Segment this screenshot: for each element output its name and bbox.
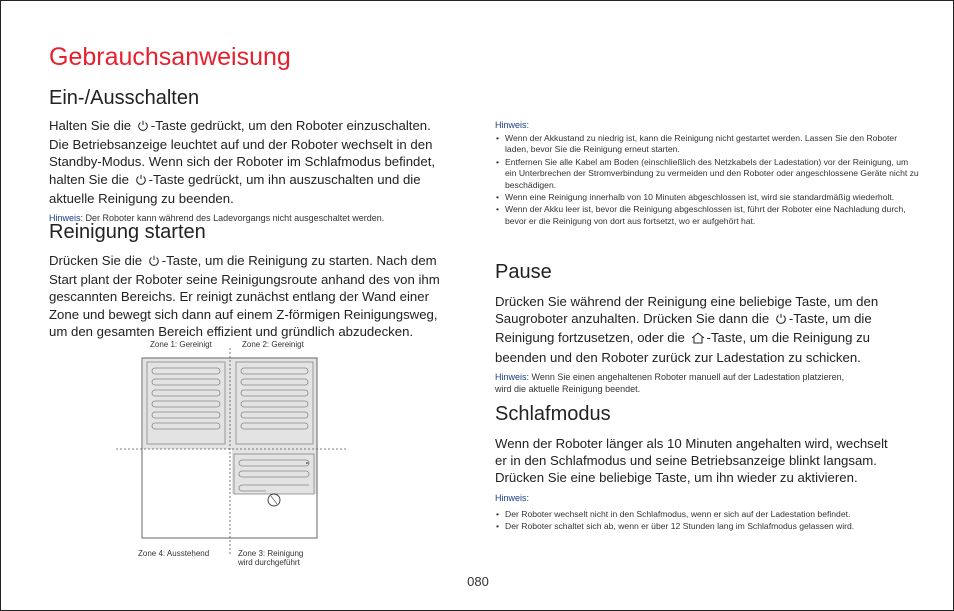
power-icon — [775, 312, 787, 329]
text: beenden und den Roboter zurück zur Ladestation zu schicken. — [495, 349, 861, 365]
zone3-label-line2: wird durchgeführt — [238, 558, 300, 567]
list-item: • Wenn der Akku leer ist, bevor die Reinigung abgeschlossen ist, führt der Roboter eine Nachladung durch, bevor er die Reinigung von dort aus fortsetzt, wo er aufgehört hat. — [495, 204, 919, 227]
section-body — [495, 293, 915, 366]
list-item: • Entfernen Sie alle Kabel am Boden (einschließlich des Netzkabels der Ladestation) vor der Reinigung, um ein Unterbrechen der Stromverbindung zu vermeiden und den Roboter oder angeschlossene Geräte nicht zu beschädigen. — [495, 157, 919, 191]
power-icon — [137, 119, 149, 136]
text: Drücken Sie die — [49, 253, 143, 268]
page-number: 080 — [467, 574, 489, 589]
section-sleep-mode — [495, 403, 925, 533]
section-heading: Reinigung starten — [49, 221, 206, 243]
list-item: • Wenn der Akkustand zu niedrig ist, kann die Reinigung nicht gestartet werden. Lassen Sie den Roboter laden, bevor Sie die Reinigung erneut starten. — [495, 133, 919, 156]
text: -Taste gedrückt, um den Roboter einzuschalten. — [150, 118, 431, 133]
hints-list — [495, 133, 919, 227]
zone4-label: Zone 4: Ausstehend — [138, 549, 210, 558]
text: Drücken Sie eine beliebige Taste, um ihn wieder zu aktivieren. — [495, 470, 858, 486]
text: Standby-Modus. Wenn sich der Roboter im Schlafmodus befindet, — [49, 154, 436, 170]
text: -Taste, um die — [788, 311, 872, 327]
list-item: • Der Roboter schaltet sich ab, wenn er über 12 Stunden lang im Schlafmodus gelassen wird. — [495, 521, 925, 532]
text: Drücken Sie während der Reinigung eine beliebige Taste, um den — [495, 294, 879, 309]
power-icon — [148, 254, 160, 271]
text: Saugroboter anzuhalten. Drücken Sie dann die — [495, 311, 770, 327]
zones-map — [116, 336, 356, 576]
note-text: Wenn Sie einen angehaltenen Roboter manuell auf der Ladestation platzieren, — [531, 371, 845, 382]
text: um den gesamten Bereich effizient und gründlich abzudecken. — [49, 323, 414, 339]
section-start-cleaning — [49, 221, 469, 340]
power-icon — [135, 173, 147, 190]
text: Reinigung fortzusetzen, oder die — [495, 330, 685, 346]
section-pause — [495, 261, 915, 395]
section-heading: Schlafmodus — [495, 403, 611, 425]
hints-label: Hinweis: — [495, 120, 530, 130]
text: halten Sie die — [49, 171, 129, 187]
text: gescannten Bereichs. Er reinigt zunächst entlang der Wand einer — [49, 289, 429, 305]
hints-list — [495, 509, 925, 533]
section-body — [49, 252, 469, 340]
hints-block — [495, 120, 919, 228]
text: -Taste, um die Reinigung zu — [706, 330, 871, 346]
zone1-label: Zone 1: Gereinigt — [150, 340, 212, 349]
text: -Taste, um die Reinigung zu starten. Nach dem — [161, 253, 437, 268]
page-title: Gebrauchsanweisung — [49, 43, 291, 71]
text: -Taste gedrückt, um ihn auszuschalten und die — [148, 171, 421, 187]
section-body — [49, 117, 469, 207]
list-item: • Der Roboter wechselt nicht in den Schlafmodus, wenn er sich auf der Ladestation befindet. — [495, 509, 925, 520]
home-icon — [691, 331, 705, 348]
zone2-label: Zone 2: Gereinigt — [242, 340, 304, 349]
section-body — [495, 435, 925, 487]
hints-label: Hinweis: — [495, 492, 530, 503]
text: Halten Sie die — [49, 118, 132, 133]
cleaning-zones-diagram — [116, 336, 356, 576]
zone3-label: Zone 3: Reinigung — [238, 549, 304, 558]
list-item: • Wenn eine Reinigung innerhalb von 10 Minuten abgeschlossen ist, wird sie standardmäßig wiederholt. — [495, 192, 919, 203]
text: Start plant der Roboter seine Reinigungsroute anhand des von ihm — [49, 272, 440, 288]
note-label: Hinweis: — [495, 371, 530, 382]
section-on-off — [49, 87, 469, 224]
note-label: Hinweis: — [49, 213, 84, 224]
text: Wenn der Roboter länger als 10 Minuten angehalten wird, wechselt — [495, 436, 888, 451]
note — [495, 371, 915, 395]
note-text: Der Roboter kann während des Ladevorgangs nicht ausgeschaltet werden. — [85, 213, 385, 224]
text: Zone und bewegt sich dann auf einem Z-förmigen Reinigungsweg, — [49, 306, 438, 322]
text: er in den Schlafmodus und seine Betriebsanzeige blinkt langsam. — [495, 453, 877, 469]
text: aktuelle Reinigung zu beenden. — [49, 190, 234, 206]
text: Die Betriebsanzeige leuchtet auf und der Roboter wechselt in den — [49, 137, 433, 153]
section-heading: Ein-/Ausschalten — [49, 87, 200, 109]
note-text: wird die aktuelle Reinigung beendet. — [495, 383, 641, 394]
section-heading: Pause — [495, 261, 552, 283]
